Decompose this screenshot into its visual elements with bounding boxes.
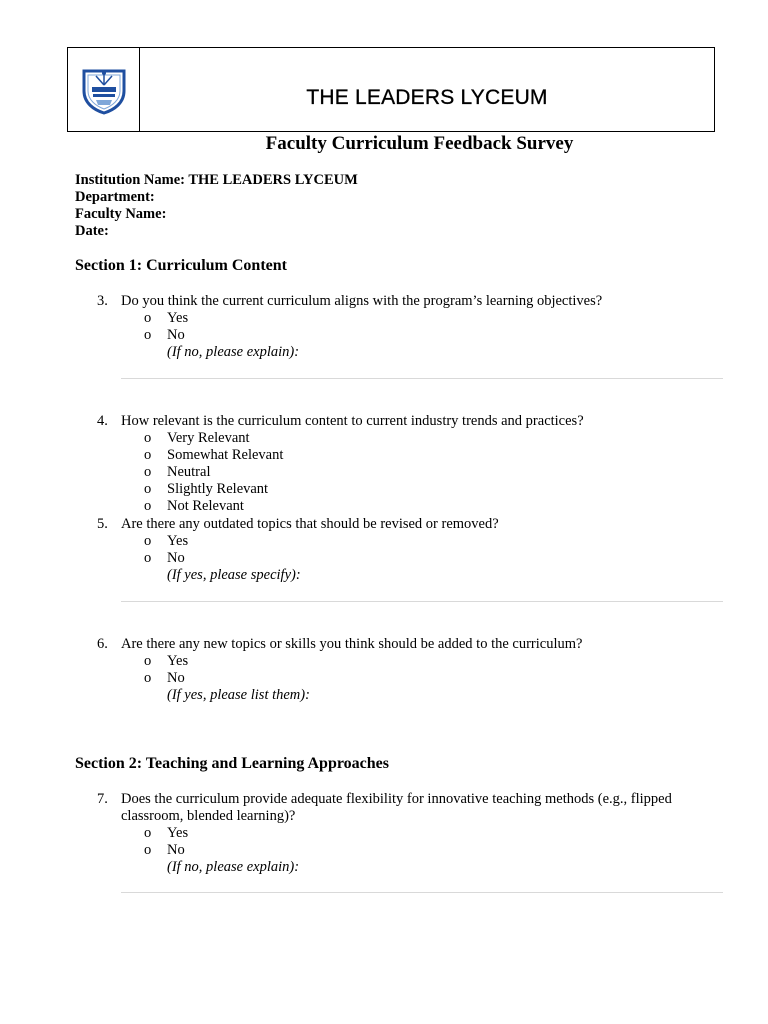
bullet-icon: o (144, 670, 152, 686)
question-4 (0, 413, 768, 515)
faculty-name-label: Faculty Name: (75, 206, 167, 222)
school-logo (78, 65, 130, 115)
bullet-icon: o (144, 533, 152, 549)
bullet-icon: o (144, 498, 152, 514)
question-text: Are there any outdated topics that should be revised or removed? (121, 516, 499, 532)
bullet-icon: o (144, 550, 152, 566)
survey-title: Faculty Curriculum Feedback Survey (265, 133, 574, 154)
bullet-icon: o (144, 430, 152, 446)
bullet-icon: o (144, 481, 152, 497)
date-label: Date: (75, 223, 109, 239)
question-text: Does the curriculum provide adequate flexibility for innovative teaching methods (e.g., flipped classroom, blended learning)? (121, 791, 672, 824)
bullet-icon: o (144, 327, 152, 343)
section-1-heading: Section 1: Curriculum Content (75, 257, 287, 274)
explain-note: (If no, please explain): (167, 344, 300, 360)
bullet-icon: o (144, 310, 152, 326)
question-number: 7. (97, 791, 108, 807)
bullet-icon: o (144, 842, 152, 858)
option-somewhat-relevant[interactable]: o Somewhat Relevant (144, 447, 284, 463)
option-no[interactable]: o No (144, 670, 185, 686)
question-number: 4. (97, 413, 108, 429)
question-text: How relevant is the curriculum content to current industry trends and practices? (121, 413, 584, 429)
option-neutral[interactable]: o Neutral (144, 464, 211, 480)
option-no[interactable]: o No (144, 550, 185, 566)
question-text: Do you think the current curriculum aligns with the program’s learning objectives? (121, 293, 603, 309)
bullet-icon: o (144, 447, 152, 463)
list-note: (If yes, please list them): (167, 687, 310, 703)
option-slightly-relevant[interactable]: o Slightly Relevant (144, 481, 269, 497)
bullet-icon: o (144, 825, 152, 841)
department-label: Department: (75, 189, 155, 205)
option-very-relevant[interactable]: o Very Relevant (144, 430, 250, 446)
question-5 (0, 516, 768, 584)
option-no[interactable]: o No (144, 842, 185, 858)
question-7 (0, 791, 768, 876)
question-number: 6. (97, 636, 108, 652)
letterhead (67, 47, 715, 132)
question-6 (0, 636, 768, 704)
survey-info (75, 172, 358, 240)
option-not-relevant[interactable]: o Not Relevant (144, 498, 244, 514)
answer-line[interactable] (121, 601, 723, 602)
specify-note: (If yes, please specify): (167, 567, 301, 583)
explain-note: (If no, please explain): (167, 859, 300, 875)
bullet-icon: o (144, 464, 152, 480)
question-number: 5. (97, 516, 108, 532)
option-yes[interactable]: o Yes (144, 825, 189, 841)
institution-name: Institution Name: THE LEADERS LYCEUM (75, 172, 358, 188)
option-yes[interactable]: o Yes (144, 653, 189, 669)
school-name: THE LEADERS LYCEUM (306, 86, 548, 109)
option-yes[interactable]: o Yes (144, 310, 189, 326)
section-2-heading: Section 2: Teaching and Learning Approaches (75, 755, 389, 772)
question-3 (0, 293, 768, 361)
answer-line[interactable] (121, 378, 723, 379)
option-yes[interactable]: o Yes (144, 533, 189, 549)
option-no[interactable]: o No (144, 327, 185, 343)
question-text: Are there any new topics or skills you think should be added to the curriculum? (121, 636, 583, 652)
logo-cell (68, 48, 140, 131)
answer-line[interactable] (121, 892, 723, 893)
bullet-icon: o (144, 653, 152, 669)
question-number: 3. (97, 293, 108, 309)
